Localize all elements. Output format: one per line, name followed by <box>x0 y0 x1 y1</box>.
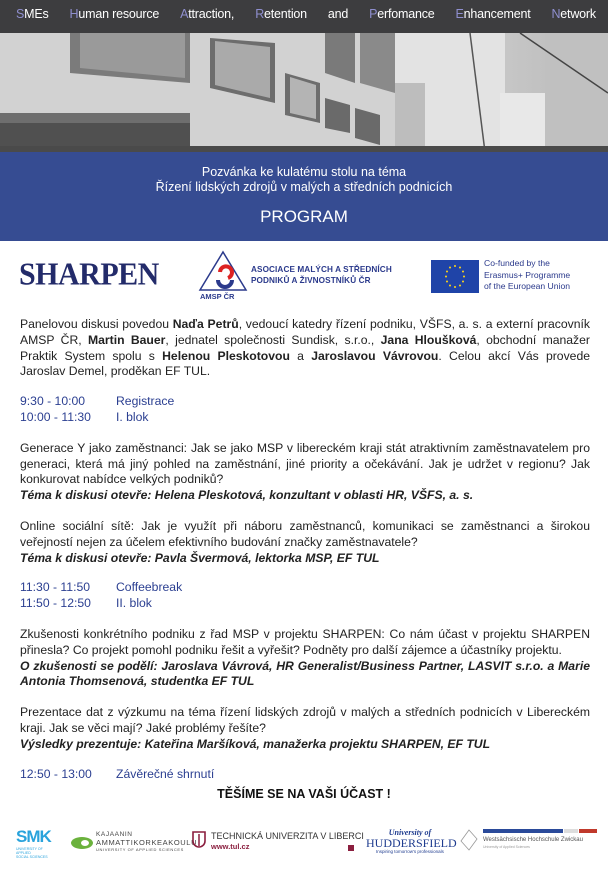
eu-line-3: of the European Union <box>484 281 571 292</box>
erasmus-text <box>484 258 608 293</box>
header-bar <box>0 0 608 33</box>
tul-url: www.tul.cz <box>211 842 250 851</box>
header-word: Perfomance <box>369 6 435 21</box>
schedule-label: Závěrečné shrnutí <box>116 766 215 781</box>
banner-subtitle-2: Řízení lidských zdrojů v malých a středních podnicích <box>155 180 453 194</box>
header-word: Attraction, <box>180 6 235 21</box>
header-word: Retention <box>255 6 307 21</box>
schedule-block-1 <box>20 394 590 426</box>
hud-line-3: Inspiring tomorrow's professionals <box>376 849 444 854</box>
amsp-short: AMSP ČR <box>200 292 235 301</box>
topic-speaker: Výsledky prezentuje: Kateřina Maršíková, manažerka projektu SHARPEN, EF TUL <box>20 736 491 751</box>
smk-logo <box>16 827 56 859</box>
topic-text: Zkušenosti konkrétního podniku z řad MSP v projektu SHARPEN: Co nám účast v projektu SHARPEN přinesla? Co projekt pomohl podniku řešit a vyřešit? Podněty pro další zájemce a účastníky projektu. <box>20 626 590 657</box>
program-content <box>20 317 590 782</box>
header-word: Enhancement <box>455 6 531 21</box>
title-banner <box>0 152 608 241</box>
schedule-block-3 <box>20 767 590 783</box>
amsp-triangle-icon <box>198 250 248 294</box>
header-word: Human resource <box>69 6 160 21</box>
sponsor-logos <box>0 250 608 305</box>
closing-message: TĚŠÍME SE NA VAŠI ÚČAST ! <box>217 787 391 801</box>
topic-1 <box>20 441 590 504</box>
schedule-row <box>20 767 590 783</box>
zwickau-sub: University of Applied Sciences <box>483 845 530 849</box>
schedule-row <box>20 596 590 612</box>
smk-sub-1: UNIVERSITY OF APPLIED <box>16 847 43 855</box>
building-photo <box>0 33 608 152</box>
zwickau-bar-blue <box>483 829 563 833</box>
schedule-time: 9:30 - 10:00 <box>20 394 86 409</box>
topic-text: Prezentace dat z výzkumu na téma řízení lidských zdrojů v malých a středních podnicích v Libereckém kraji. Jak se věci mají? Jaké problémy řešíte? <box>20 705 590 735</box>
topic-speaker: O zkušenosti se podělí: Jaroslava Vávrová, HR Generalist/Business Partner, LASVIT s.r.o. a Marie Antonia Thomsenová, studentka EF TUL <box>20 658 590 689</box>
amsp-line-2: PODNIKŮ A ŽIVNOSTNÍKŮ ČR <box>251 276 371 285</box>
schedule-row <box>20 394 590 410</box>
amsp-line-1: ASOCIACE MALÝCH A STŘEDNÍCH <box>251 265 392 274</box>
partner-logos <box>0 825 608 865</box>
amsp-name <box>251 264 392 286</box>
schedule-time: 11:30 - 11:50 <box>20 580 91 595</box>
kajaani-line-3: UNIVERSITY OF APPLIED SCIENCES <box>96 847 184 852</box>
eu-flag-icon <box>431 260 479 293</box>
topic-2 <box>20 519 590 566</box>
tul-name: TECHNICKÁ UNIVERZITA V LIBERCI <box>211 831 364 841</box>
zwickau-bar-red <box>579 829 597 833</box>
eu-line-1: Co-funded by the <box>484 258 550 268</box>
topic-4 <box>20 705 590 752</box>
hud-line-1: University of <box>388 828 432 837</box>
topic-text: Generace Y jako zaměstnanci: Jak se jako MSP v libereckém kraji stát atraktivním zaměstnavatelem pro generaci, která má jiný pohled na zaměstnání, jiné priority a očekávání. Jak je udržet v regionu? Jak konkurovat nabídce velkých podniků? <box>20 440 590 487</box>
schedule-row <box>20 580 590 596</box>
tul-square-icon <box>348 845 354 851</box>
tul-shield-icon <box>192 831 206 849</box>
schedule-time: 10:00 - 11:30 <box>20 409 91 424</box>
intro-paragraph: Panelovou diskusi povedou Naďa Petrů, vedoucí katedry řízení podniku, VŠFS, a. s. a externí pracovník AMSP ČR, Martin Bauer, jednatel společnosti Sundisk, s.r.o., Jana Hloušková, obchodní manažer Praktik System spolu s Helenou Pleskotovou a Jaroslavou Vávrovou. Celou akcí Vás provede Jaroslav Demel, proděkan EF TUL. <box>20 317 591 379</box>
schedule-time: 11:50 - 12:50 <box>20 596 91 611</box>
schedule-label: II. blok <box>116 596 152 611</box>
hud-line-2: HUDDERSFIELD <box>366 836 457 850</box>
zwickau-emblem-icon <box>458 829 480 851</box>
header-word: Network <box>551 6 596 21</box>
building-photo-art <box>0 33 608 152</box>
schedule-time: 12:50 - 13:00 <box>20 766 92 781</box>
topic-speaker: Téma k diskusi otevře: Helena Pleskotová, konzultant v oblasti HR, VŠFS, a. s. <box>20 488 474 503</box>
smk-sub-2: SOCIAL SCIENCES <box>16 855 48 859</box>
program-title: PROGRAM <box>260 207 348 226</box>
schedule-row <box>20 410 590 426</box>
kajaani-leaf-icon <box>68 835 94 851</box>
schedule-label: Registrace <box>116 394 175 409</box>
topic-speaker: Téma k diskusi otevře: Pavla Švermová, lektorka MSP, EF TUL <box>20 550 380 565</box>
zwickau-name: Westsächsische Hochschule Zwickau <box>483 837 583 843</box>
kajaani-line-1: KAJAANIN <box>96 831 133 838</box>
smk-name: SMK <box>16 827 51 846</box>
schedule-label: I. blok <box>116 409 149 424</box>
header-word: and <box>327 6 349 21</box>
schedule-block-2 <box>20 580 590 612</box>
sharpen-logo: SHARPEN <box>19 257 159 292</box>
amsp-logo <box>196 250 416 305</box>
kajaani-line-2: AMMATTIKORKEAKOULU <box>96 837 198 847</box>
zwickau-bar-grey <box>564 829 578 833</box>
banner-subtitle-1: Pozvánka ke kulatému stolu na téma <box>201 165 407 179</box>
huddersfield-logo <box>366 828 457 855</box>
topic-text: Online sociální sítě: Jak je využít při náboru zaměstnanců, komunikaci se zaměstnanci a širokou veřejností nejen za účelem efektivního budování značky zaměstnavatele? <box>20 518 590 549</box>
topic-3 <box>20 627 590 690</box>
eu-line-2: Erasmus+ Programme <box>484 269 571 280</box>
header-word: SMEs <box>16 6 49 21</box>
schedule-label: Coffeebreak <box>116 580 183 595</box>
